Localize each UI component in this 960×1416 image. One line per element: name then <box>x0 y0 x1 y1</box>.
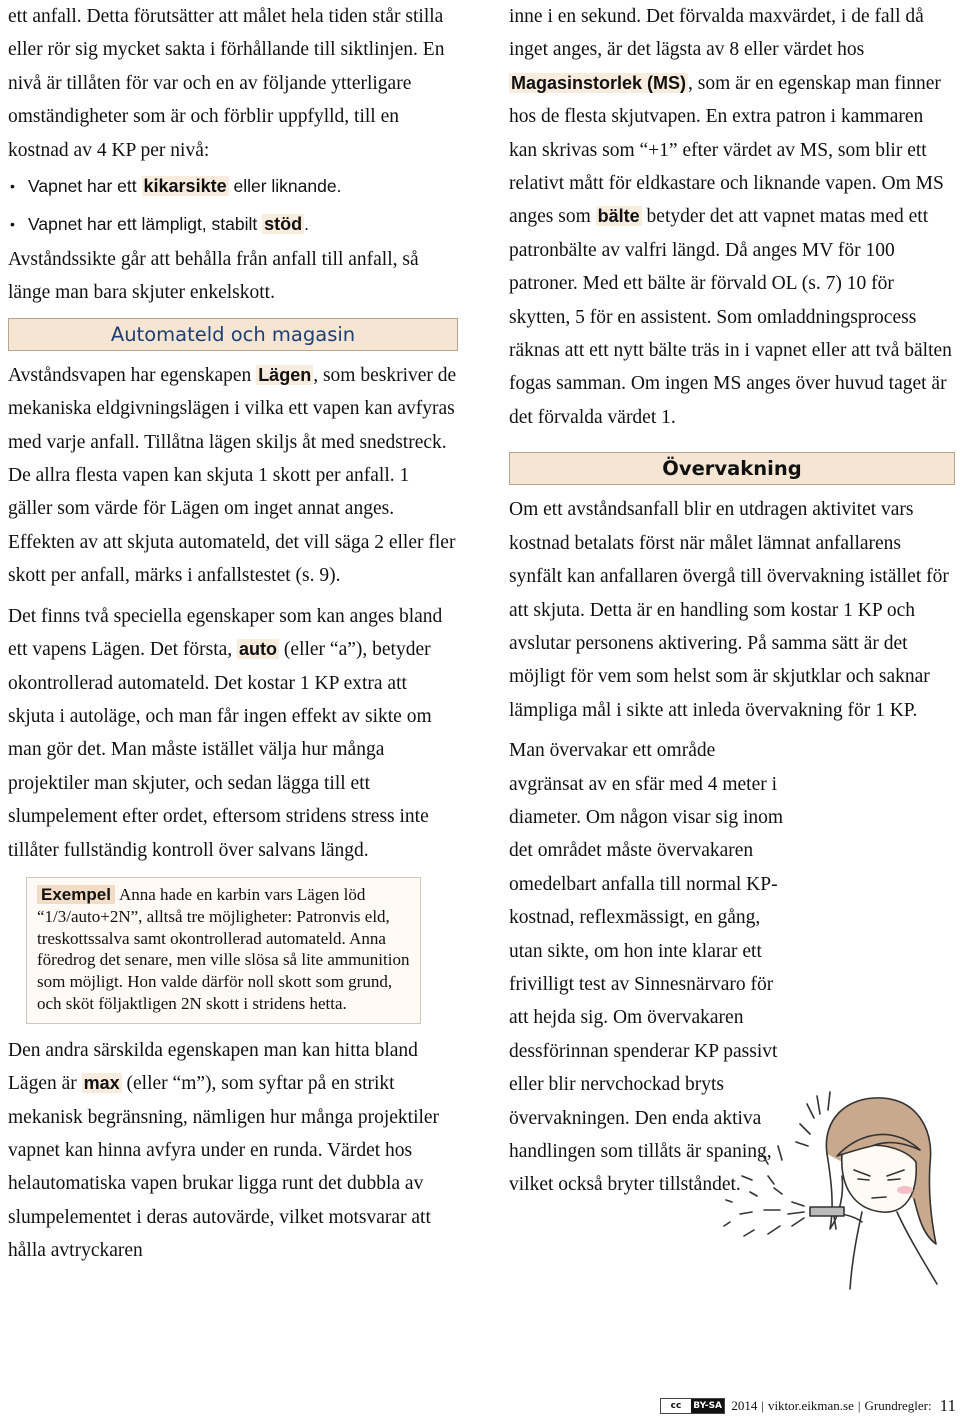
page-number: 11 <box>939 1396 956 1415</box>
keyword: kikarsikte <box>143 176 227 197</box>
girl-with-gun-illustration <box>722 1084 958 1294</box>
section-heading-automateld: Automateld och magasin <box>8 318 458 351</box>
conditions-list <box>8 167 458 243</box>
cc-icon: cc <box>661 1399 691 1413</box>
max-paragraph: Den andra särskilda egenskapen man kan hitta bland Lägen är max (eller “m”), som syftar på en strikt mekanisk begränsning, nämligen hur många projektiler vapnet kan hinna avfyra under en runda. Värdet hos helautomatiska vapen brukar ligga runt det dubbla av slumpelementet i deras autovärde, vilket motsvarar att hålla avtryckaren <box>8 1039 440 1262</box>
left-column <box>8 0 458 1268</box>
right-column <box>509 0 955 1202</box>
magazine-paragraph: inne i en sekund. Det förvalda maxvärdet, i de fall då inget anges, är det lägsta av 8 eller värdet hos Magasinstorlek (MS) , som är en egenskap man finner hos de flesta skjutvapen. En extra patron i kammaren kan skrivas som “+1” efter värdet av MS, som blir ett relativt mått för eldkastare och liknande vapen. Om MS anges som bälte betyder det att vapnet matas med ett patronbälte av valfri längd. Då anges MV för 100 patroner. Med ett bälte är förvald OL (s. 7) 10 för skytten, 5 för en assistent. Som omladdningsprocess räknas att ett nytt bälte träs in i vapnet eller att två bälten fogas samman. Om ingen MS anges över huvud taget är det förvalda värdet 1. <box>509 6 952 428</box>
keyword: auto <box>239 639 278 660</box>
keyword: bälte <box>597 206 640 227</box>
keyword: Magasinstorlek (MS) <box>511 72 687 93</box>
footer-year: 2014 <box>731 1398 758 1413</box>
keyword: stöd <box>264 214 303 235</box>
overwatch-paragraph: Om ett avståndsanfall blir en utdragen aktivitet vars kostnad betalats först när målet lämnat anfallarens synfält kan anfallaren övergå till övervakning istället för att skjuta. Detta är en handling som kostar 1 KP och avslutar personens aktivering. På samma sätt är det möjligt för vem som helst som är skjutklar och saknar lämpliga mål i sikte att inleda övervakning för 1 KP. <box>509 499 949 721</box>
example-text: Anna hade en karbin vars Lägen löd “1/3/auto+2N”, alltså tre möjligheter: Patronvis eld, treskottssalva samt okontrollerad automateld. Anna föredrog det senare, men ville slösa så lite ammunition som möjligt. Hon valde därför noll skott som grund, och sköt följaktligen 2N skott i stridens hetta. <box>37 884 410 1013</box>
cc-license-badge[interactable] <box>660 1398 725 1414</box>
keyword: Lägen <box>258 364 312 385</box>
footer-site-link[interactable]: viktor.eikman.se <box>767 1398 854 1413</box>
section-heading-overvakning: Övervakning <box>509 452 955 485</box>
example-box <box>26 877 421 1024</box>
auto-paragraph: Det finns två speciella egenskaper som kan anges bland ett vapens Lägen. Det första, auto (eller “a”), betyder okontrollerad automateld. Det kostar 1 KP extra att skjuta i autoläge, och man får ingen effekt av sikte om man gör det. Man måste istället välja hur många projektiler man skjuter, och sedan lägga till ett slumpelement efter ordet, eftersom stridens stress inte tillåter fullständig kontroll över salvans längd. <box>8 605 443 861</box>
example-label: Exempel <box>37 885 115 904</box>
intro-paragraph: ett anfall. Detta förutsätter att målet hela tiden står stilla eller rör sig mycket sakta i förhållande till siktlinjen. En nivå är tillåten för var och en av följande ytterligare omständigheter som är och förblir uppfylld, till en kostnad av 4 KP per nivå: <box>8 6 445 161</box>
license-label: BY-SA <box>691 1399 724 1413</box>
list-item: • Vapnet har ett kikarsikte eller liknande. <box>8 167 458 205</box>
list-item: • Vapnet har ett lämpligt, stabilt stöd . <box>8 205 458 243</box>
keyword: max <box>83 1073 120 1094</box>
modes-paragraph: Avståndsvapen har egenskapen Lägen , som beskriver de mekaniska eldgivningslägen i vilka ett vapen kan avfyras med varje anfall. Tillåtna lägen skiljs åt med snedstreck. De allra flesta vapen kan skjuta 1 skott per anfall. 1 gäller som värde för Lägen om inget annat anges. Effekten av att skjuta automateld, det vill säga 2 eller fler skott per anfall, märks i anfallstestet (s. 9). <box>8 364 457 587</box>
range-sight-paragraph: Avståndssikte går att behålla från anfall till anfall, så länge man bara skjuter enkelskott. <box>8 249 419 304</box>
page-footer: cc BY-SA 2014 | viktor.eikman.se | Grundregler: 11 <box>660 1396 956 1416</box>
footer-book-title: Grundregler: <box>864 1398 932 1413</box>
overwatch-area-paragraph: Man övervakar ett område avgränsat av en sfär med 4 meter i diameter. Om någon visar sig inom det området måste övervakaren omedelbart anfalla till normal KP-kostnad, reflexmässigt, en gång, utan sikte, om hon inte klarar ett frivilligt test av Sinnesnärvaro för att hejda sig. Om övervakaren dessförinnan spenderar KP passivt eller blir nervchockad bryts övervakningen. Den enda aktiva handlingen som tillåts är spaning, vilket också bryter tillståndet. <box>509 740 784 1196</box>
